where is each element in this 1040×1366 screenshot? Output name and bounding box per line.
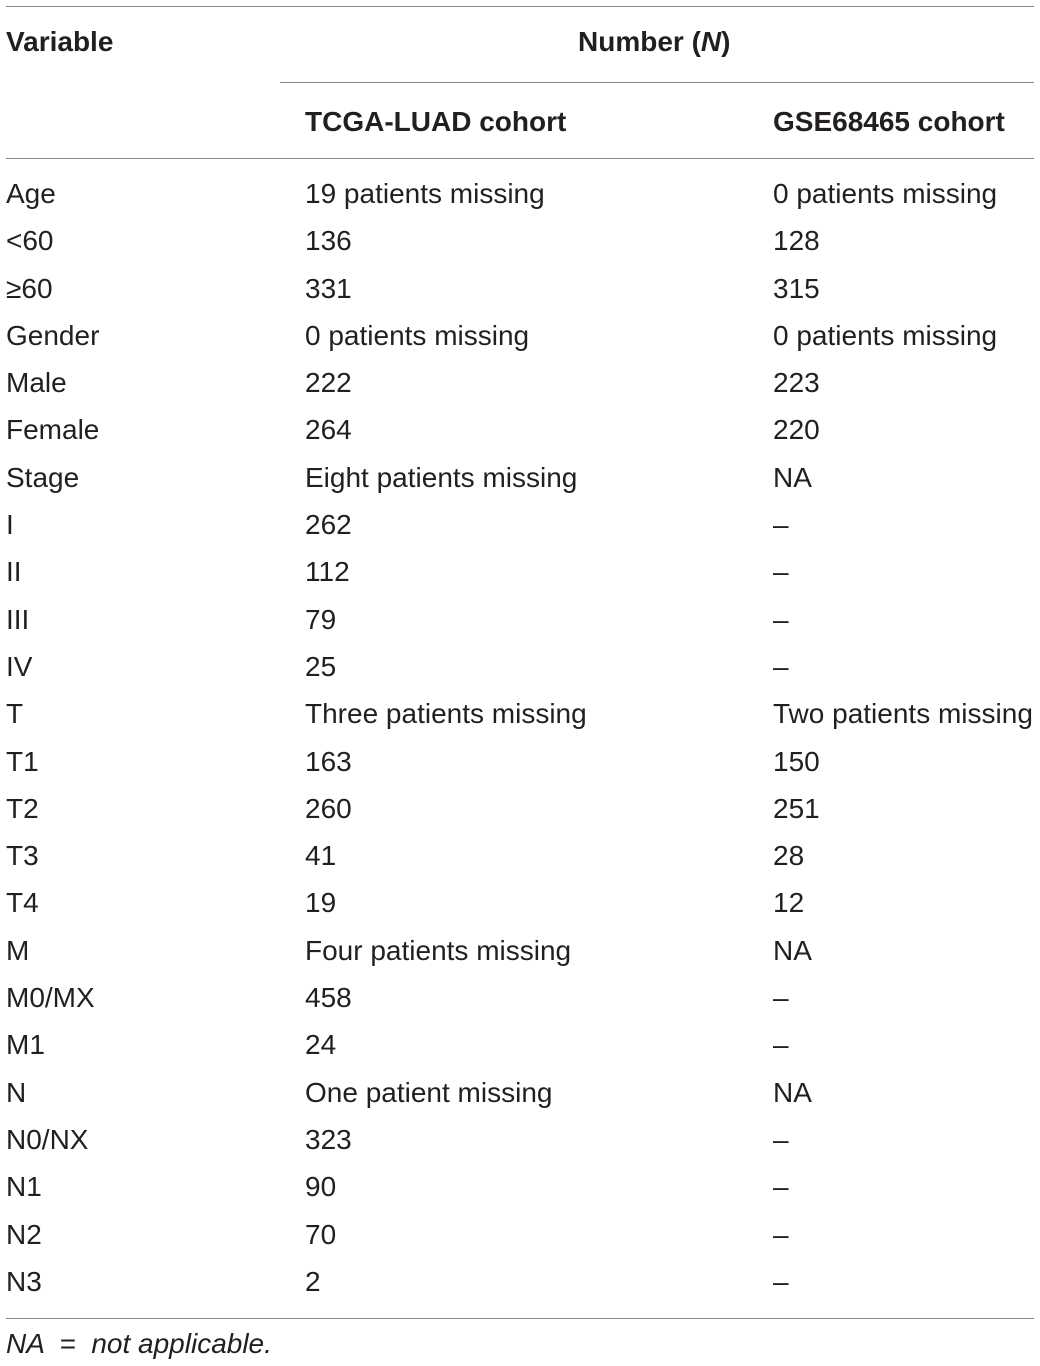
column-header-tcga: TCGA-LUAD cohort [305,106,567,137]
cell-gse: NA [773,461,812,493]
table-row [0,696,1040,743]
table-body [0,176,1040,1311]
cell-tcga: 331 [305,272,352,304]
header-bottom-rule [6,158,1034,159]
cell-gse: – [773,1265,789,1297]
cell-variable: Age [6,178,56,209]
table-row [0,980,1040,1027]
cell-tcga: 222 [305,367,352,399]
table-row [0,1027,1040,1074]
cell-tcga: Eight patients missing [305,461,578,493]
cell-tcga: 90 [305,1171,337,1203]
cell-gse: 315 [773,272,820,304]
cell-gse: – [773,650,789,682]
table-row [0,365,1040,412]
cell-gse: – [773,509,789,541]
cell-variable: ≥60 [6,272,53,304]
cell-variable: T [6,698,24,730]
table-row [0,791,1040,838]
table-row [0,507,1040,554]
table-row [0,1122,1040,1169]
table-row [0,933,1040,980]
header-spanner-rule [280,82,1034,83]
cell-gse: Two patients missing [773,698,1033,730]
cell-variable: Female [6,414,100,446]
column-header-gse: GSE68465 cohort [773,106,1005,137]
table-row [0,1217,1040,1264]
cell-tcga: 79 [305,603,337,635]
cell-variable: T1 [6,745,39,777]
cell-tcga: 41 [305,840,337,872]
table-bottom-rule [6,1318,1034,1319]
table-top-rule [6,6,1034,7]
cell-gse: 0 patients missing [773,319,998,351]
table-row [0,744,1040,791]
cell-tcga: 112 [305,556,350,588]
cell-tcga: 136 [305,225,352,257]
number-close: ) [721,26,731,57]
cell-tcga: 323 [305,1123,352,1155]
cell-variable: Stage [6,461,80,493]
cell-tcga: 262 [305,509,352,541]
table-row [0,649,1040,696]
cell-gse: – [773,1029,789,1061]
table-row [0,1264,1040,1311]
cell-tcga: 25 [305,650,337,682]
cell-variable: M0/MX [6,982,95,1014]
cell-variable: T4 [6,887,39,919]
cell-tcga: 264 [305,414,352,446]
number-label: Number ( [578,26,701,57]
cell-variable: N1 [6,1171,42,1203]
cell-gse: 150 [773,745,820,777]
cell-gse: NA [773,934,812,966]
cell-variable: T2 [6,792,39,824]
cell-tcga: 19 [305,887,337,919]
cell-tcga: One patient missing [305,1076,553,1108]
column-header-variable: Variable [6,26,114,57]
table-row [0,838,1040,885]
cell-tcga: 163 [305,745,352,777]
cell-tcga: 2 [305,1265,321,1297]
column-header-number [578,26,730,58]
table-row [0,460,1040,507]
cell-variable: N3 [6,1265,42,1297]
cell-tcga: Three patients missing [305,698,587,730]
cell-gse: 128 [773,225,820,257]
table-row [0,554,1040,601]
cell-variable: III [6,603,30,635]
cell-variable: IV [6,650,33,682]
cell-gse: 0 patients missing [773,178,998,209]
cell-gse: 12 [773,887,805,919]
cell-variable: Male [6,367,67,399]
cell-tcga: 70 [305,1218,337,1250]
table-row [0,412,1040,459]
cell-tcga: 0 patients missing [305,319,530,351]
cell-gse: 28 [773,840,805,872]
cell-variable: M [6,934,30,966]
cell-tcga: 24 [305,1029,337,1061]
table-row [0,1169,1040,1216]
table-footnote: NA = not applicable. [6,1328,272,1359]
cell-variable: N2 [6,1218,42,1250]
cell-gse: – [773,1123,789,1155]
cell-gse: 220 [773,414,820,446]
cell-gse: – [773,1218,789,1250]
table-row [0,602,1040,649]
cell-gse: – [773,1171,789,1203]
cell-gse: – [773,556,789,588]
cell-variable: N0/NX [6,1123,89,1155]
table-row [0,1075,1040,1122]
cell-variable: Gender [6,319,100,351]
cell-variable: <60 [6,225,54,257]
cell-variable: T3 [6,840,39,872]
cell-gse: 223 [773,367,820,399]
cell-gse: – [773,982,789,1014]
cell-gse: – [773,603,789,635]
table-row [0,176,1040,223]
cell-variable: N [6,1076,27,1108]
number-symbol: N [700,26,722,57]
cell-variable: I [6,509,14,541]
cell-variable: II [6,556,22,588]
table-row [0,271,1040,318]
table-row [0,318,1040,365]
cell-tcga: 19 patients missing [305,178,545,209]
table-row [0,223,1040,270]
cell-gse: NA [773,1076,812,1108]
cell-tcga: 458 [305,982,352,1014]
cell-gse: 251 [773,792,820,824]
table-row [0,885,1040,932]
cell-tcga: Four patients missing [305,934,572,966]
cell-tcga: 260 [305,792,352,824]
cell-variable: M1 [6,1029,45,1061]
